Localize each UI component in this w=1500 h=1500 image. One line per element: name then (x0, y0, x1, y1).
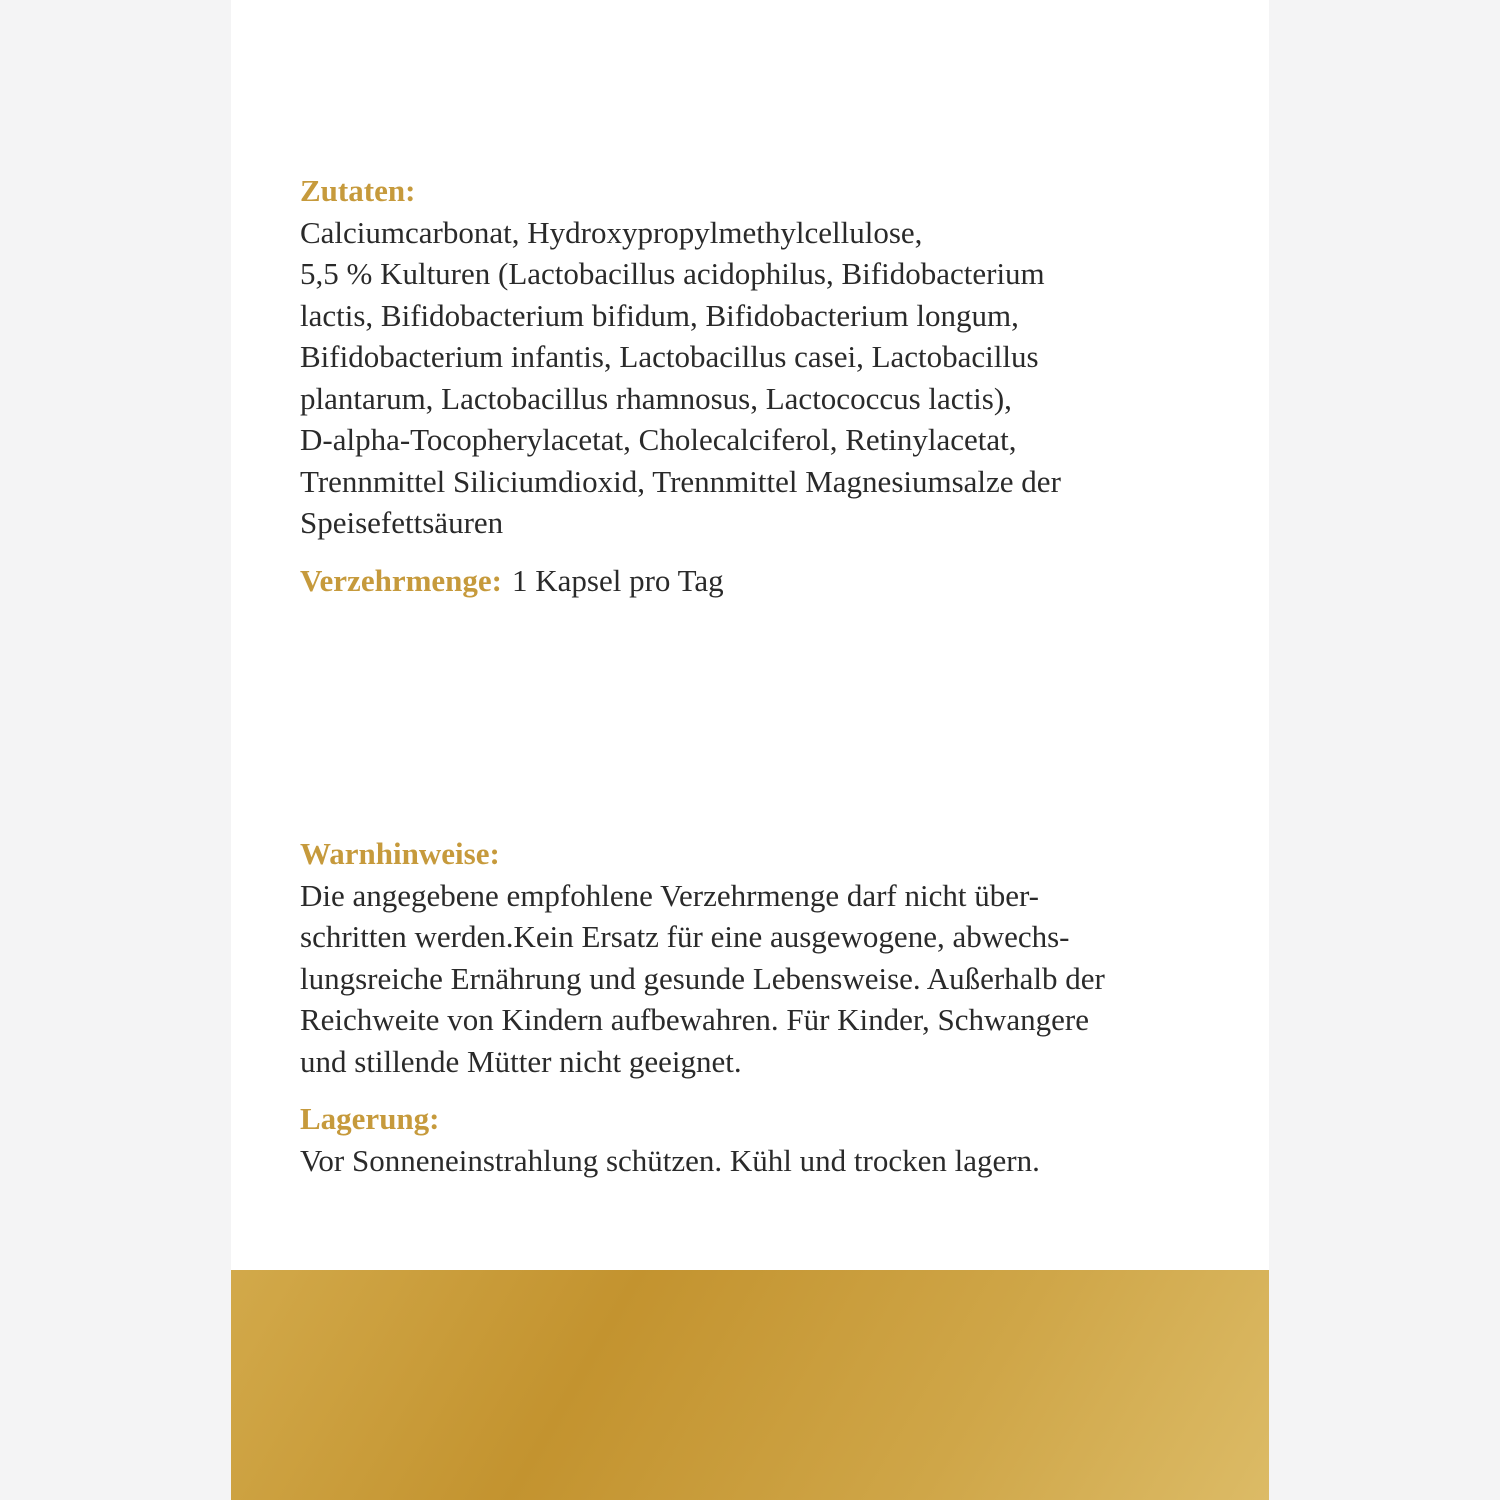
storage-heading: Lagerung: (300, 1101, 440, 1136)
warnings-line: schritten werden.Kein Ersatz für eine ausgewogene, abwechs- (300, 919, 1070, 954)
storage-section (300, 1098, 1220, 1181)
warnings-line: Reichweite von Kindern aufbewahren. Für Kinder, Schwangere (300, 1002, 1089, 1037)
ingredients-line: lactis, Bifidobacterium bifidum, Bifidobacterium longum, (300, 297, 1019, 333)
ingredients-heading: Zutaten: (300, 173, 416, 208)
warnings-line: Die angegebene empfohlene Verzehrmenge darf nicht über- (300, 877, 1040, 913)
warnings-line: lungsreiche Ernährung und gesunde Lebensweise. Außerhalb der (300, 960, 1105, 996)
ingredients-line: Bifidobacterium infantis, Lactobacillus casei, Lactobacillus (300, 339, 1039, 374)
ingredients-line: D-alpha-Tocopherylacetat, Cholecalciferol, Retinylacetat, (300, 422, 1017, 457)
warnings-line: und stillende Mütter nicht geeignet. (300, 1043, 742, 1079)
product-label (231, 0, 1269, 1500)
ingredients-line: Speisefettsäuren (300, 505, 504, 540)
gold-footer-band (231, 1270, 1269, 1500)
ingredients-section (300, 170, 1220, 601)
dosage-heading: Verzehrmenge: (300, 562, 502, 598)
ingredients-line: Trennmittel Siliciumdioxid, Trennmittel Magnesiumsalze der (300, 463, 1061, 499)
ingredients-line: plantarum, Lactobacillus rhamnosus, Lactococcus lactis), (300, 380, 1012, 416)
storage-text: Vor Sonneneinstrahlung schützen. Kühl und trocken lagern. (300, 1142, 1040, 1178)
dosage-row (300, 560, 1220, 602)
ingredients-line: 5,5 % Kulturen (Lactobacillus acidophilus, Bifidobacterium (300, 256, 1045, 291)
warnings-section (300, 833, 1220, 1181)
warnings-heading: Warnhinweise: (300, 836, 500, 871)
ingredients-line: Calciumcarbonat, Hydroxypropylmethylcellulose, (300, 214, 923, 250)
dosage-value: 1 Kapsel pro Tag (511, 562, 724, 598)
